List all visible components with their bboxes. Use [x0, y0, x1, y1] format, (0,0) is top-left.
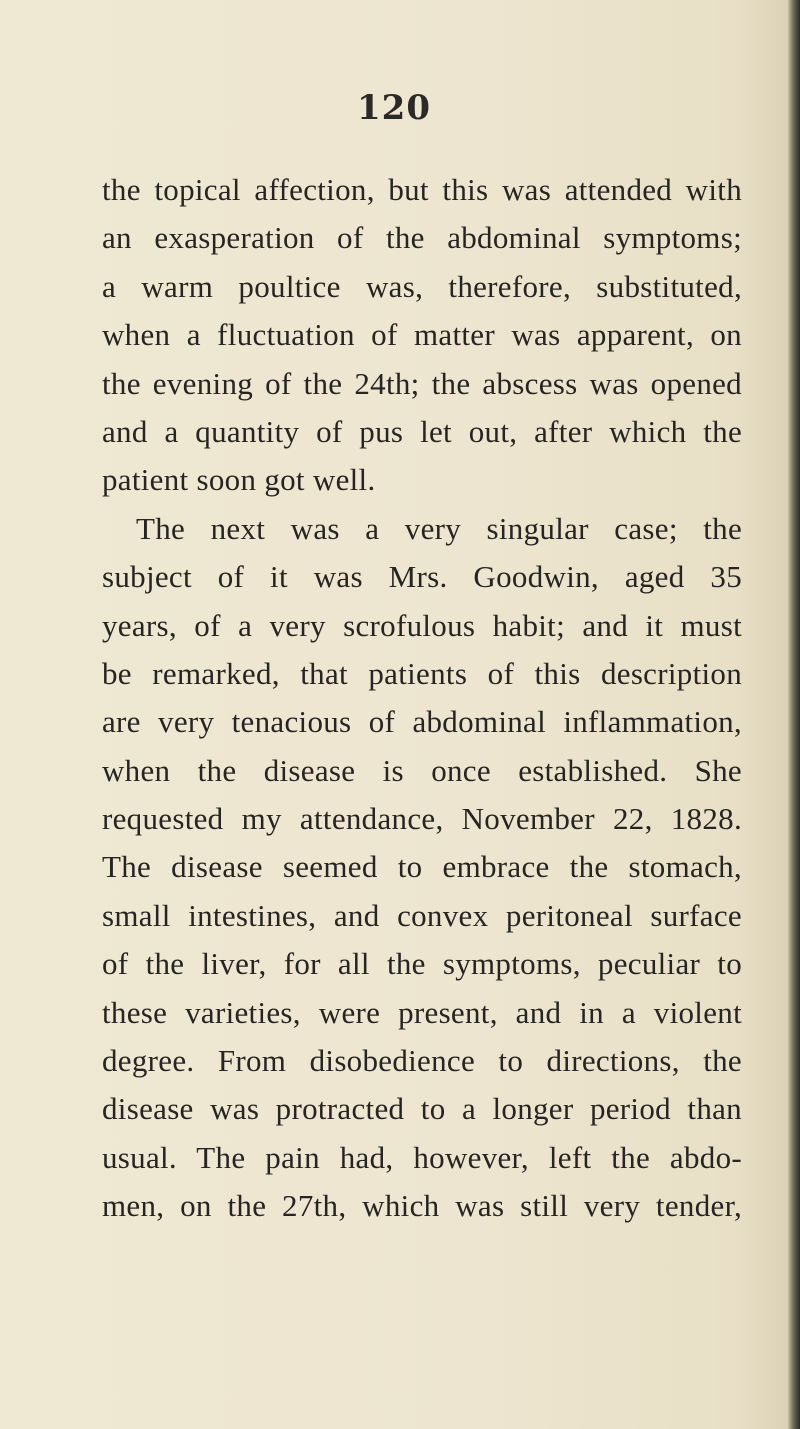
- text-line: a warm poultice was, therefore, substituted,: [102, 268, 742, 304]
- text-line: disease was protracted to a longer period than: [102, 1091, 742, 1127]
- text-line: requested my attendance, November 22, 1828.: [102, 801, 742, 837]
- text-line: of the liver, for all the symptoms, peculiar to: [102, 946, 742, 982]
- text-line: these varieties, were present, and in a violent: [102, 994, 742, 1030]
- text-line: subject of it was Mrs. Goodwin, aged 35: [102, 559, 742, 595]
- page-edge: [788, 0, 800, 1429]
- text-line: men, on the 27th, which was still very tender,: [102, 1188, 742, 1224]
- text-line: are very tenacious of abdominal inflammation,: [102, 704, 742, 740]
- text-line: when a fluctuation of matter was apparent, on: [102, 317, 742, 353]
- text-line: patient soon got well.: [102, 462, 376, 498]
- text-line: usual. The pain had, however, left the abdo-: [102, 1139, 742, 1175]
- text-line: when the disease is once established. She: [102, 752, 742, 788]
- page-number: 120: [357, 88, 431, 128]
- text-line: The next was a very singular case; the: [136, 510, 742, 546]
- text-line: an exasperation of the abdominal symptoms;: [102, 220, 742, 256]
- text-line: years, of a very scrofulous habit; and it must: [102, 607, 742, 643]
- body-text: [102, 166, 742, 1231]
- text-line: small intestines, and convex peritoneal surface: [102, 897, 742, 933]
- text-line: degree. From disobedience to directions, the: [102, 1043, 742, 1079]
- text-line: The disease seemed to embrace the stomach,: [102, 849, 742, 885]
- text-line: be remarked, that patients of this description: [102, 655, 742, 691]
- text-line: and a quantity of pus let out, after which the: [102, 413, 742, 449]
- text-line: the topical affection, but this was attended with: [102, 172, 742, 207]
- text-line: the evening of the 24th; the abscess was opened: [102, 365, 742, 401]
